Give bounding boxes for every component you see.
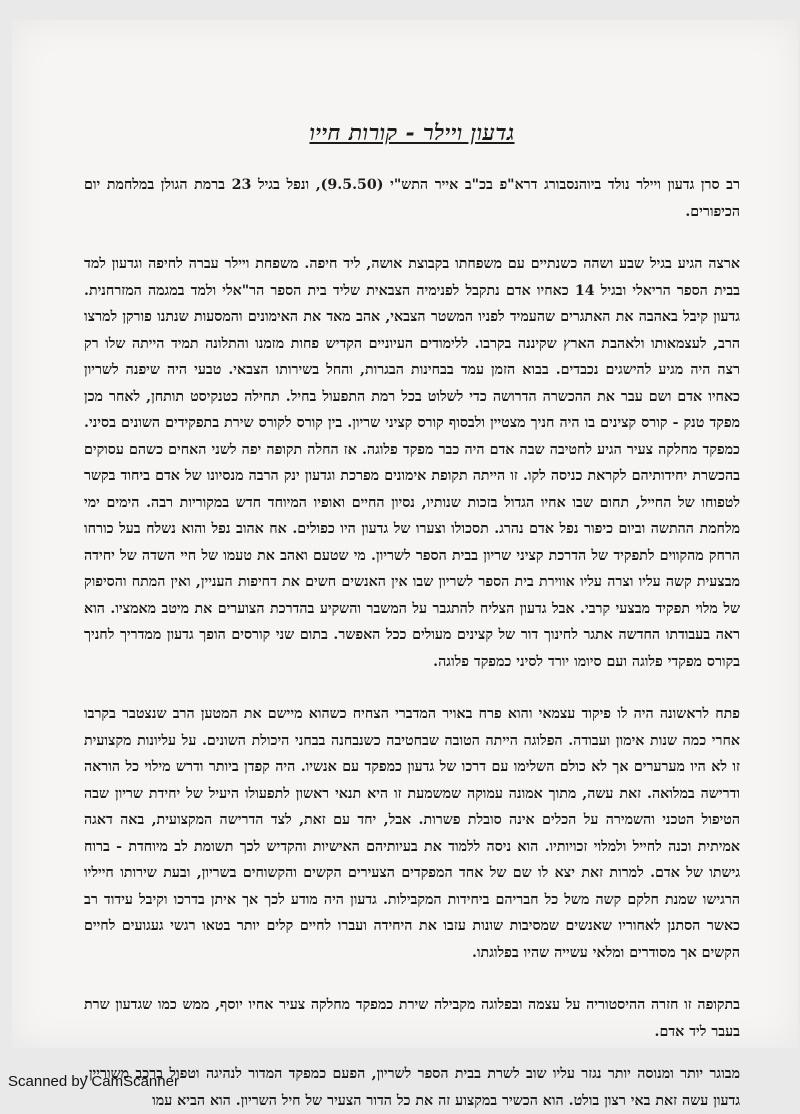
camscanner-watermark: Scanned by CamScanner [8, 1073, 179, 1090]
paragraph-brother-yosef: בתקופה זו חזרה ההיסטוריה על עצמה ובפלוגה מקבילה שירת כמפקד מחלקה צעיר אחיו יוסף, ממש כמו שגדעון שרת בעבר ליד אדם. [84, 997, 740, 1040]
paragraph-early-life: ארצה הגיע בגיל שבע ושהה כשנתיים עם משפחתו בקבוצת אושה, ליד חיפה. משפחת ויילר עברה לחיפה וגדעון למד בבית הספר הריאלי ובגיל 14 כאחיו אדם נתקבל לפנימיה הצבאית שליד בית הספר הר"אלי ולמד במגמה המזרחנית. גדעון קיבל באהבה את האתגרים שהעמיד לפניו המשטר הצבאי, אהב מאד את האימונים והמסעות שנתנו פורקן למרצו הרב, לעצמאותו ולאהבת הארץ שקיננה בקרבו. ללימודים העיוניים הקדיש פחות מזמנו והתלונה תמיד הייתה שלו רק רצה היה מגיע להישגים נכבדים. בבוא הזמן עמד בבחינות הבגרות, והחל בשירותו הצבאי. טבעי היה שיפנה לשריון כאחיו אדם ושם עבר את ההכשרה הדרושה כדי לשלוט בכל רמת התפעול בחיל. תחילה כטנקיסט תותחן, לאחר מכן מפקד טנק - קורס קצינים בו היה חניך מצטיין ולבסוף קורס קציני שריון. בין קורס לקורס שירת בתפקידים השונים בסיני. כמפקד מחלקה צעיר הגיע לחטיבה שבה אדם היה כבר מפקד פלוגה. אז החלה תקופה יפה לשני האחים כשהם עסוקים בהכשרת יחידותיהם לקראת כניסה לקו. זו הייתה תקופת אימונים מפרכת וגדעון ינק הרבה מנסיונו של אדם ביחוד בקשר לטפוחו של החייל, תחום שבו אחיו הגדול בזכות שנותיו, נסיון החיים ואופיו המיוחד חדש במקוריות רבה. הימים ימי מלחמת ההתשה וביום כיפור נפל אדם נהרג. תסכולו וצערו של גדעון היו כפולים. אח אהוב נפל והוא נשלח בעל כורחו הרחק מהקווים לתפקיד של הדרכת קציני שריון בבית הספר לשריון. מי שטעם ואהב את טעמו של חיי השדה של יחידה מבצעית קשה עליו וצרה עליו אווירת בית הספר לשריון שבו אין האנשים חשים את דחיפות העניין, ואין המתח והסיפוק של מלוי תפקיד מבצעי קרבי. אבל גדעון הצליח להתגבר על המשבר והשקיע בהדרכת הצוערים את מיטב מאמציו. הוא ראה בעבודתו החדשה אתגר לחינוך דור של קצינים מעולים ככל האפשר. בתום שני קורסים הופך גדעון ממדריך לחניך בקורס מפקדי פלוגה ועם סיומו יורד לסיני כמפקד פלוגה. [84, 256, 741, 670]
paragraph-armor-school: מבוגר יותר ומנוסה יותר נגזר עליו שוב לשרת בבית הספר לשריון, הפעם כמפקד המדור לנהיגה וטפול ברכב משוריין. גדעון עשה זאת באי רצון בולט. הוא הכשיר במקצוע זה את כל הדור הצעיר של חיל השריון. הוא הביא עמו [84, 1066, 740, 1109]
page-title: גדעון ויילר - קורות חייו [309, 120, 515, 146]
paragraph-command: פתח לראשונה היה לו פיקוד עצמאי והוא פרח באויר המדברי הצחיח כשהוא מיישם את המטען הרב שנצטבר בקרבו אחרי כמה שנות אימון ועבודה. הפלוגה הייתה הטובה שבחטיבה כשנבחנה בבחני היכולת השונים. על עליונות מקצועית זו לא היו מערערים אך לא כולם השלימו עם דרכו של גדעון כמפקד עם אנשיו. היה קפדן ביותר ודרש מילוי כל הוראה ודרישה במלואה. זאת עשה, מתוך אמונה עמוקה שמשמעת זו היא תנאי ראשון לתפעולו היעיל של יחידת שריון שבה הטיפול הטכני והשמירה על הכלים אינה סובלת פשרות. אבל, יחד עם זאת, לצד הדרישה המקצועית, באה דאגה אמיתית וכנה לחייל ולמלוי זכויותיו. הוא ניסה ללמוד את בעיותיהם האישיות והקדיש לכך תשומת לב מיוחדת - ברוח גישתו של אדם. למרות זאת יצא לו שם של אחד המפקדים הצעירים הקשים והקשוחים בשריון, ובעת שירותו חייליו הרגישו שמנת חלקם קשה משל כל חבריהם ביחידות המקבילות. גדעון היה מודע לכך אך איתן בדרכו וקיבל עידוד רב כאשר הסתנן לאחוריו שאנשים שמסיבות שונות עזבו את היחידה ועברו לחיים קלים יותר בטאו רגשי געגועים לחיים הקשים אך מסודרים ומלאי עשייה שהיו בפלוגתו. [84, 706, 740, 961]
paragraph-intro: רב סרן גדעון ויילר נולד ביוהנסבורג דרא"פ בכ"ב אייר התש"י (9.5.50), ונפל בגיל 23 ברמת הגולן במלחמת יום הכיפורים. [84, 177, 740, 220]
